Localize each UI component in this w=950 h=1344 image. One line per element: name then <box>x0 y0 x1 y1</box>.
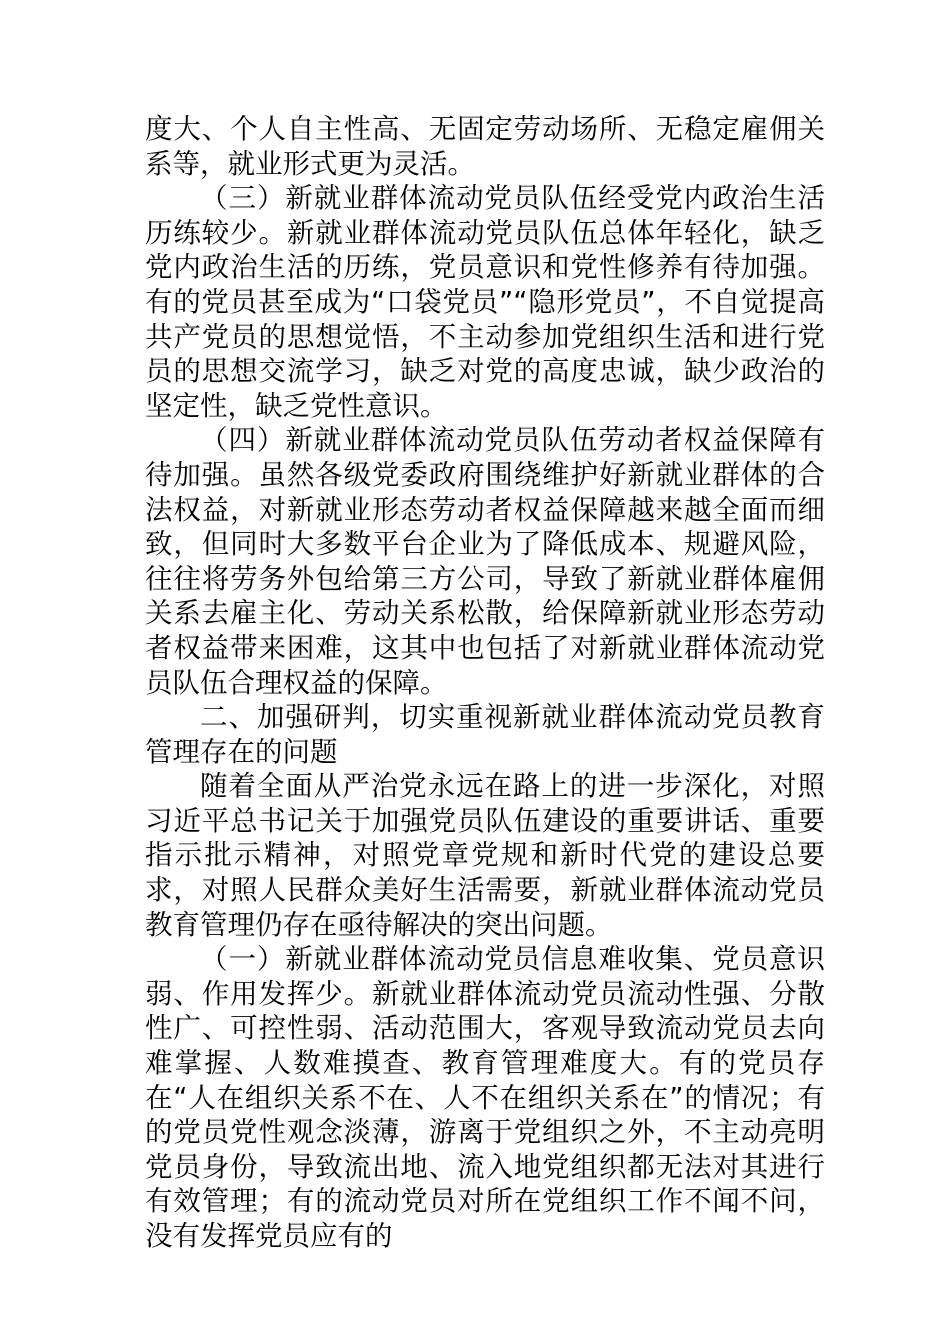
section-heading: 二、加强研判，切实重视新就业群体流动党员教育管理存在的问题 <box>145 701 825 768</box>
document-page <box>145 112 825 1254</box>
paragraph-1: 度大、个人自主性高、无固定劳动场所、无稳定雇佣关系等，就业形式更为灵活。 <box>145 113 825 180</box>
paragraph-6: （一）新就业群体流动党员信息难收集、党员意识弱、作用发挥少。新就业群体流动党员流动性强、分散性广、可控性弱、活动范围大，客观导致流动党员去向难掌握、人数难摸查、教育管理难度大。有的党员存在“人在组织关系不在、人不在组织关系在”的情况；有的党员党性观念淡薄，游离于党组织之外，不主动亮明党员身份，导致流出地、流入地党组织都无法对其进行有效管理；有的流动党员对所在党组织工作不闻不问，没有发挥党员应有的 <box>145 943 825 1252</box>
paragraph-3: （四）新就业群体流动党员队伍劳动者权益保障有待加强。虽然各级党委政府围绕维护好新就业群体的合法权益，对新就业形态劳动者权益保障越来越全面而细致，但同时大多数平台企业为了降低成本、规避风险，往往将劳务外包给第三方公司，导致了新就业群体雇佣关系去雇主化、劳动关系松散，给保障新就业形态劳动者权益带来困难，这其中也包括了对新就业群体流动党员队伍合理权益的保障。 <box>145 424 825 699</box>
paragraph-5: 随着全面从严治党永远在路上的进一步深化，对照习近平总书记关于加强党员队伍建设的重要讲话、重要指示批示精神，对照党章党规和新时代党的建设总要求，对照人民群众美好生活需要，新就业群体流动党员教育管理仍存在亟待解决的突出问题。 <box>145 770 825 941</box>
paragraph-2: （三）新就业群体流动党员队伍经受党内政治生活历练较少。新就业群体流动党员队伍总体年轻化，缺乏党内政治生活的历练，党员意识和党性修养有待加强。有的党员甚至成为“口袋党员”“隐形党员”，不自觉提高共产党员的思想觉悟，不主动参加党组织生活和进行党员的思想交流学习，缺乏对党的高度忠诚，缺少政治的坚定性，缺乏党性意识。 <box>145 182 825 422</box>
